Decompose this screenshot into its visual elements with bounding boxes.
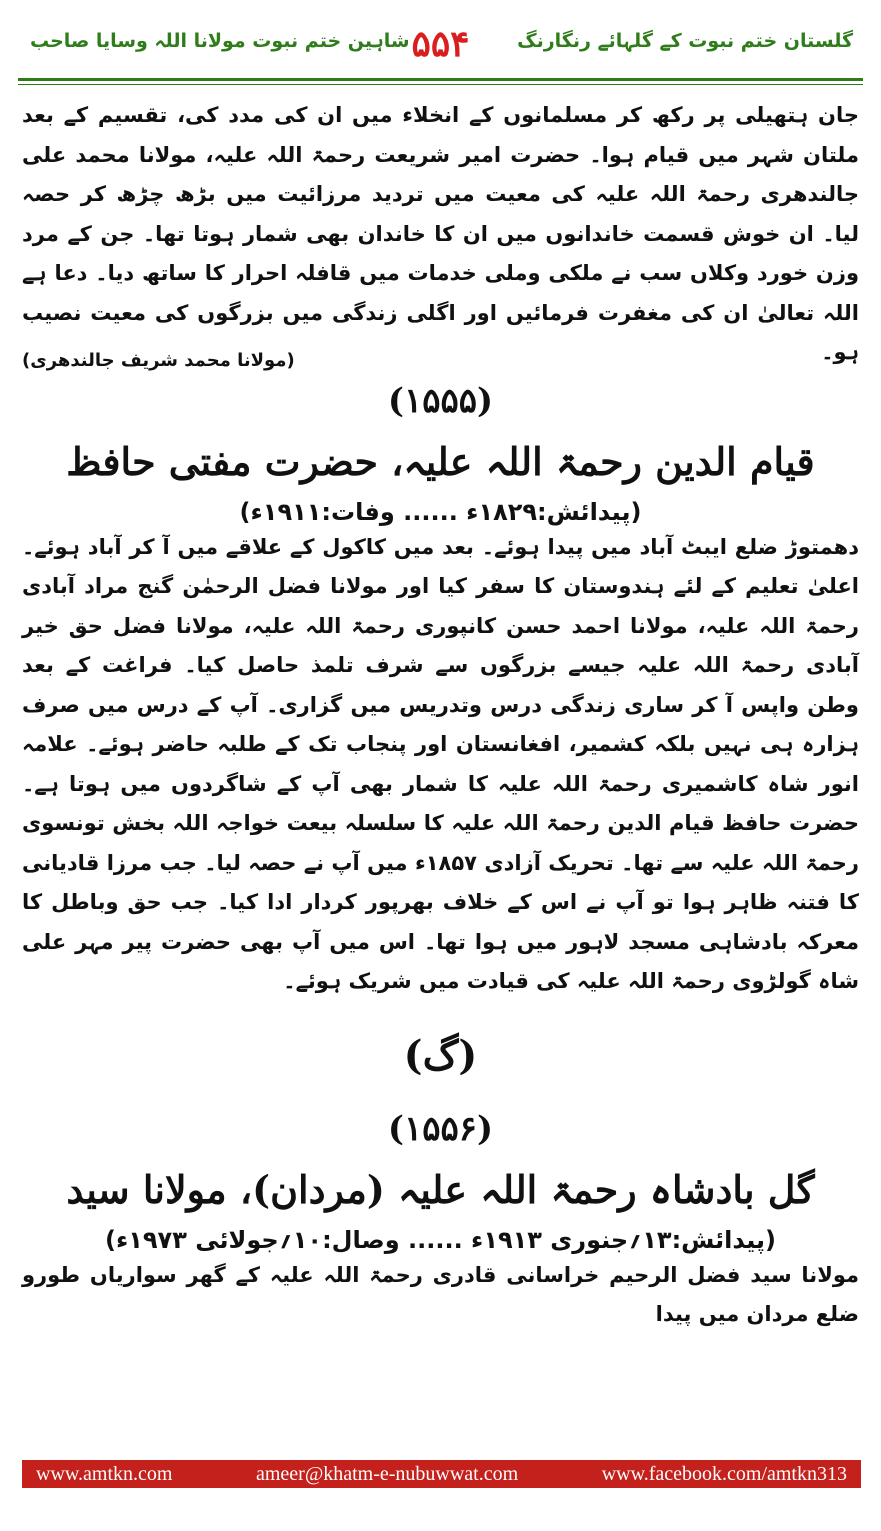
entry-paragraph-1555: دھمتوڑ ضلع ایبٹ آباد میں پیدا ہوئے۔ بعد میں کاکول کے علاقے میں آ کر آباد ہوئے۔ اعلیٰ تعلیم کے لئے ہندوستان کا سفر کیا اور مولانا فضل الرحمٰن گنج مراد آبادی رحمۃ اللہ علیہ، مولانا احمد حسن کانپوری رحمۃ اللہ علیہ، مولانا فضل حق خیر آبادی رحمۃ اللہ علیہ جیسے بزرگوں سے شرف تلمذ حاصل کیا۔ فراغت کے بعد وطن واپس آ کر ساری زندگی درس وتدریس میں گزاری۔ آپ کے درس میں صرف ہزارہ ہی نہیں بلکہ کشمیر، افغانستان اور پنجاب تک کے طلبہ حاضر ہوئے۔ علامہ انور شاہ کاشمیری رحمۃ اللہ علیہ کا شمار بھی آپ کے شاگردوں میں ہوتا ہے۔ حضرت حافظ قیام الدین رحمۃ اللہ علیہ کا سلسلہ بیعت خواجہ اللہ بخش تونسوی رحمۃ اللہ علیہ سے تھا۔ تحریک آزادی ۱۸۵۷ء میں آپ نے حصہ لیا۔ جب مرزا قادیانی کا فتنہ ظاہر ہوا تو آپ نے اس کے خلاف بھرپور کردار ادا کیا۔ جب حق وباطل کا معرکہ بادشاہی مسجد لاہور میں ہوا تھا۔ اس میں آپ بھی حضرت پیر مہر علی شاہ گولڑوی رحمۃ اللہ علیہ کی قیادت میں شریک ہوئے۔ [22,534,860,993]
entry-dates-1555: (پیدائش:۱۸۲۹ء ...... وفات:۱۹۱۱ء) [239,497,642,526]
page-body [22,96,859,1335]
author-title: شاہین ختم نبوت مولانا اللہ وسایا صاحب [30,30,410,52]
previous-entry [22,96,859,373]
entry-name-1555: قیام الدین رحمۃ اللہ علیہ، حضرت مفتی حافظ [66,438,815,484]
header-rule-thin [18,84,863,85]
entry-dates-1556: (پیدائش:۱۳؍جنوری ۱۹۱۳ء ...... وصال:۱۰؍جولائی ۱۹۷۳ء) [105,1225,776,1254]
header-rule [18,78,863,81]
book-title: گلستان ختم نبوت کے گلہائے رنگارنگ [517,30,853,52]
footer-website-link[interactable]: www.amtkn.com [36,1463,173,1485]
entry-name-1556: گل بادشاہ رحمۃ اللہ علیہ (مردان)، مولانا سید [66,1166,815,1212]
entry-paragraph-1556: مولانا سید فضل الرحیم خراسانی قادری رحمۃ اللہ علیہ کے گھر سواریاں طورو ضلع مردان میں پیدا [22,1262,859,1326]
page-footer [22,1460,861,1488]
footer-email-link[interactable]: ameer@khatm-e-nubuwwat.com [255,1463,519,1485]
letter-section-heading: (گ) [403,1031,478,1079]
footer-facebook-link[interactable]: www.facebook.com/amtkn313 [601,1463,847,1485]
page-header [18,18,863,70]
entry-number-1556: (۱۵۵۶) [387,1108,494,1149]
entry-number-1555: (۱۵۵۵) [387,380,494,421]
previous-entry-paragraph: جان ہتھیلی پر رکھ کر مسلمانوں کے انخلاء میں ان کی مدد کی، تقسیم کے بعد ملتان شہر میں قیام ہوا۔ حضرت امیر شریعت رحمۃ اللہ علیہ، مولانا محمد علی جالندھری رحمۃ اللہ علیہ کی معیت میں تردید مرزائیت میں بڑھ چڑھ کر حصہ لیا۔ ان خوش قسمت خاندانوں میں ان کا خاندان بھی شمار ہوتا تھا۔ جن کے مرد وزن خورد وکلاں سب نے ملکی وملی خدمات میں قافلہ احرار کا ساتھ دیا۔ دعا ہے اللہ تعالیٰ ان کی مغفرت فرمائیں اور اگلی زندگی میں بزرگوں کی معیت نصیب ہو۔ [22,103,859,364]
previous-entry-signature: (مولانا محمد شریف جالندھری) [22,349,295,371]
page-number: ۵۵۴ [411,23,470,65]
